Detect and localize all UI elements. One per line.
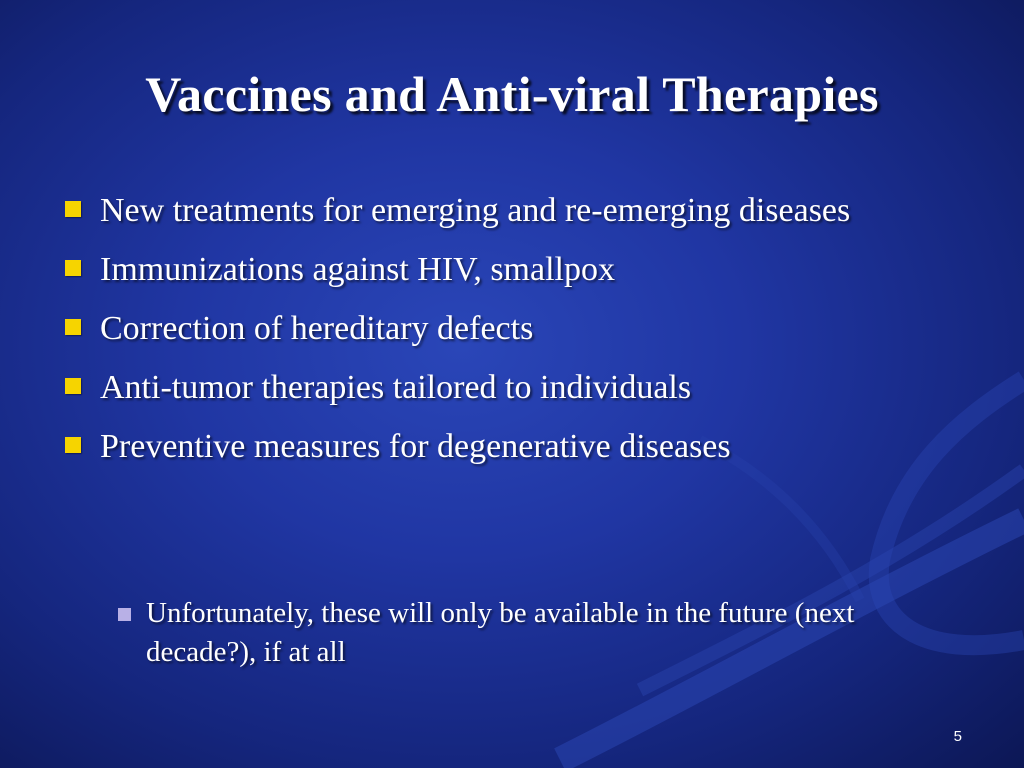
square-bullet-icon [65, 260, 81, 276]
square-bullet-icon [65, 319, 81, 335]
square-bullet-icon [65, 378, 81, 394]
bullet-text: Preventive measures for degenerative diseases [100, 428, 731, 465]
bullet-item [62, 188, 962, 233]
sub-bullet-text: Unfortunately, these will only be available in the future (next decade?), if at all [146, 597, 855, 668]
bullet-list [62, 188, 962, 483]
square-bullet-icon [65, 437, 81, 453]
sub-bullet-item [116, 594, 916, 672]
bullet-item [62, 424, 962, 469]
bullet-item [62, 247, 962, 292]
square-bullet-icon [65, 201, 81, 217]
sub-bullet-list [116, 594, 916, 672]
bullet-item [62, 365, 962, 410]
bullet-item [62, 306, 962, 351]
bullet-text: Immunizations against HIV, smallpox [100, 251, 615, 288]
slide-number: 5 [953, 728, 962, 745]
bullet-text: Correction of hereditary defects [100, 310, 534, 347]
slide-title: Vaccines and Anti-viral Therapies [145, 66, 879, 122]
bullet-text: Anti-tumor therapies tailored to individuals [100, 369, 692, 406]
bullet-text: New treatments for emerging and re-emerging diseases [100, 192, 851, 229]
square-sub-bullet-icon [118, 608, 131, 621]
